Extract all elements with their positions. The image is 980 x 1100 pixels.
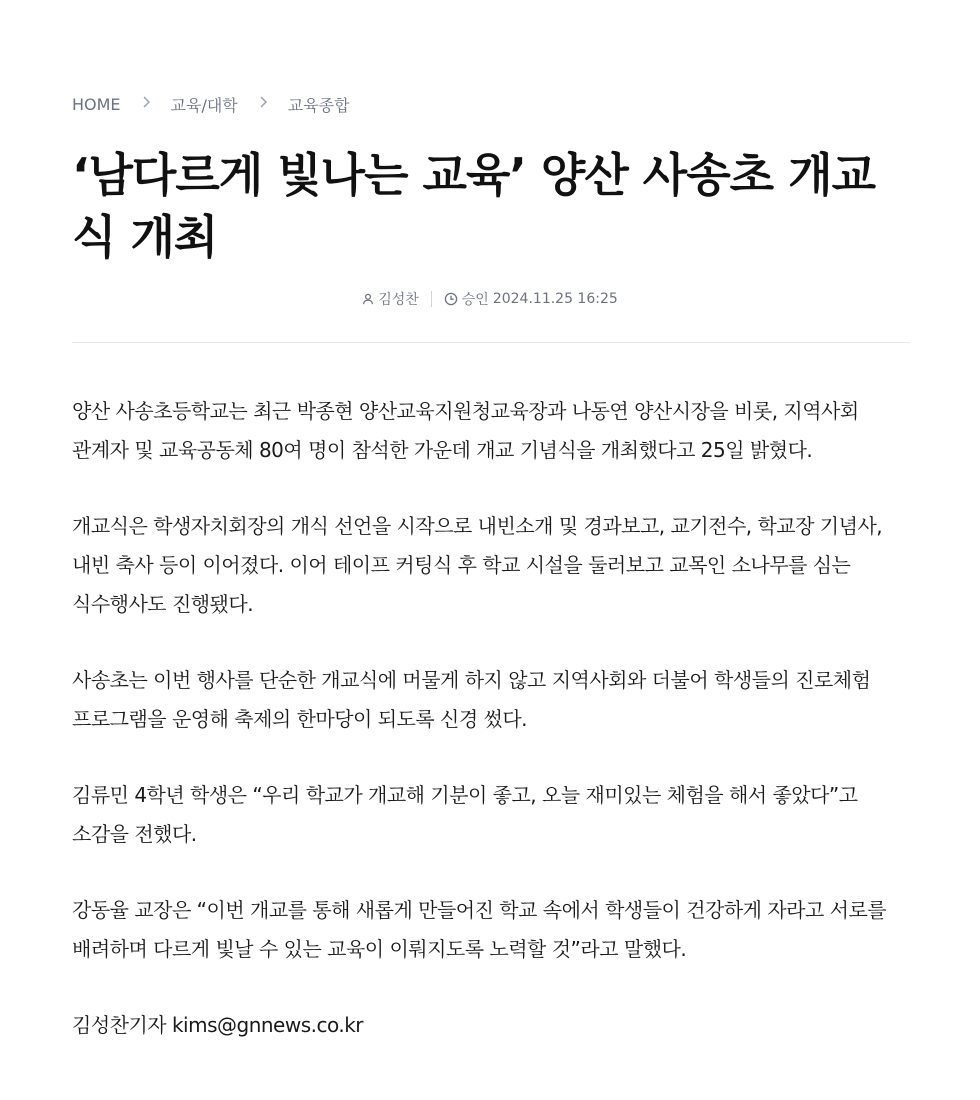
breadcrumb xyxy=(72,92,350,116)
header-divider xyxy=(72,342,910,343)
person-icon xyxy=(362,293,374,305)
article-paragraph: 사송초는 이번 행사를 단순한 개교식에 머물게 하지 않고 지역사회와 더불어 학생들의 진로체험 프로그램을 운영해 축제의 한마당이 되도록 신경 썼다. xyxy=(72,668,871,731)
reporter-byline: 김성찬기자 kims@gnnews.co.kr xyxy=(72,1013,364,1037)
article-paragraph: 강동율 교장은 “이번 개교를 통해 새롭게 만들어진 학교 속에서 학생들이 건강하게 자라고 서로를 배려하며 다르게 빛날 수 있는 교육이 이뤄지도록 노력할 것”라고 말했다. xyxy=(72,898,887,961)
breadcrumb-subcategory-link[interactable]: 교육종합 xyxy=(287,95,350,115)
article-title: ‘남다르게 빛나는 교육’ 양산 사송초 개교식 개최 xyxy=(72,148,875,264)
article-body xyxy=(72,392,910,1045)
breadcrumb-home-link[interactable]: HOME xyxy=(72,94,121,114)
chevron-right-icon xyxy=(141,96,151,112)
meta-divider xyxy=(431,291,432,307)
breadcrumb-category-link[interactable]: 교육/대학 xyxy=(170,95,238,115)
article-paragraph: 김류민 4학년 학생은 “우리 학교가 개교해 기분이 좋고, 오늘 재미있는 체험을 해서 좋았다”고 소감을 전했다. xyxy=(72,783,858,846)
clock-icon xyxy=(444,292,458,306)
article-paragraph: 양산 사송초등학교는 최근 박종현 양산교육지원청교육장과 나동연 양산시장을 비롯, 지역사회 관계자 및 교육공동체 80여 명이 참석한 가운데 개교 기념식을 개최했다고 25일 밝혔다. xyxy=(72,399,859,462)
approved-label: 승인 xyxy=(461,292,489,308)
approved-datetime: 2024.11.25 16:25 xyxy=(492,291,618,307)
article-meta xyxy=(72,288,908,310)
article-paragraph: 개교식은 학생자치회장의 개식 선언을 시작으로 내빈소개 및 경과보고, 교기전수, 학교장 기념사, 내빈 축사 등이 이어졌다. 이어 테이프 커팅식 후 학교 시설을 둘러보고 교목인 소나무를 심는 식수행사도 진행됐다. xyxy=(72,514,883,616)
author-name[interactable]: 김성찬 xyxy=(378,292,419,308)
chevron-right-icon xyxy=(258,96,268,112)
